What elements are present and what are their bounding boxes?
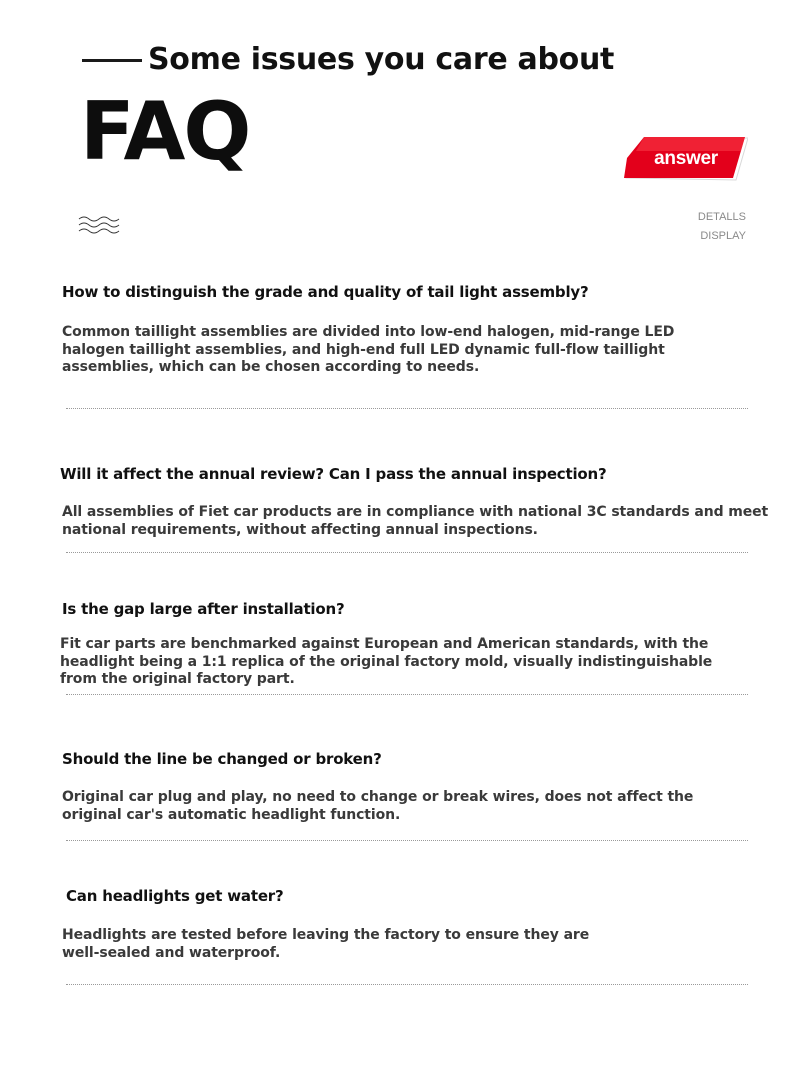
- faq-divider-1: [66, 408, 748, 409]
- title-accent-line: [82, 59, 142, 62]
- details-label-line-1: DETALLS: [697, 211, 746, 223]
- details-label-line-2: DISPLAY: [700, 230, 746, 242]
- faq-question-2: Will it affect the annual review? Can I pass the annual inspection?: [60, 465, 607, 483]
- details-display-label: [698, 208, 746, 246]
- faq-answer-1: Common taillight assemblies are divided into low-end halogen, mid-range LED halogen taillight assemblies, and high-end full LED dynamic full-flow taillight assemblies, which can be chosen according to needs.: [62, 324, 675, 375]
- faq-answer-4: Original car plug and play, no need to change or break wires, does not affect the original car's automatic headlight function.: [62, 789, 694, 823]
- faq-divider-5: [66, 984, 748, 985]
- faq-heading: FAQ: [80, 85, 250, 178]
- wave-lines-icon: [78, 216, 122, 234]
- faq-answer-2: All assemblies of Fiet car products are in compliance with national 3C standards and meet national requirements, without affecting annual inspections.: [62, 504, 769, 538]
- faq-answer-5: Headlights are tested before leaving the factory to ensure they are well-sealed and waterproof.: [62, 927, 590, 961]
- faq-divider-4: [66, 840, 748, 841]
- faq-answer-3: Fit car parts are benchmarked against European and American standards, with the headlight being a 1:1 replica of the original factory mold, visually indistinguishable from the original factory part.: [60, 636, 713, 687]
- section-title: Some issues you care about: [148, 42, 615, 77]
- faq-question-3: Is the gap large after installation?: [62, 600, 345, 618]
- faq-question-5: Can headlights get water?: [66, 887, 284, 905]
- answer-badge: [624, 136, 748, 182]
- faq-divider-3: [66, 694, 748, 695]
- faq-divider-2: [66, 552, 748, 553]
- faq-question-4: Should the line be changed or broken?: [62, 750, 382, 768]
- answer-badge-label: answer: [654, 148, 718, 169]
- faq-question-1: How to distinguish the grade and quality of tail light assembly?: [62, 283, 589, 301]
